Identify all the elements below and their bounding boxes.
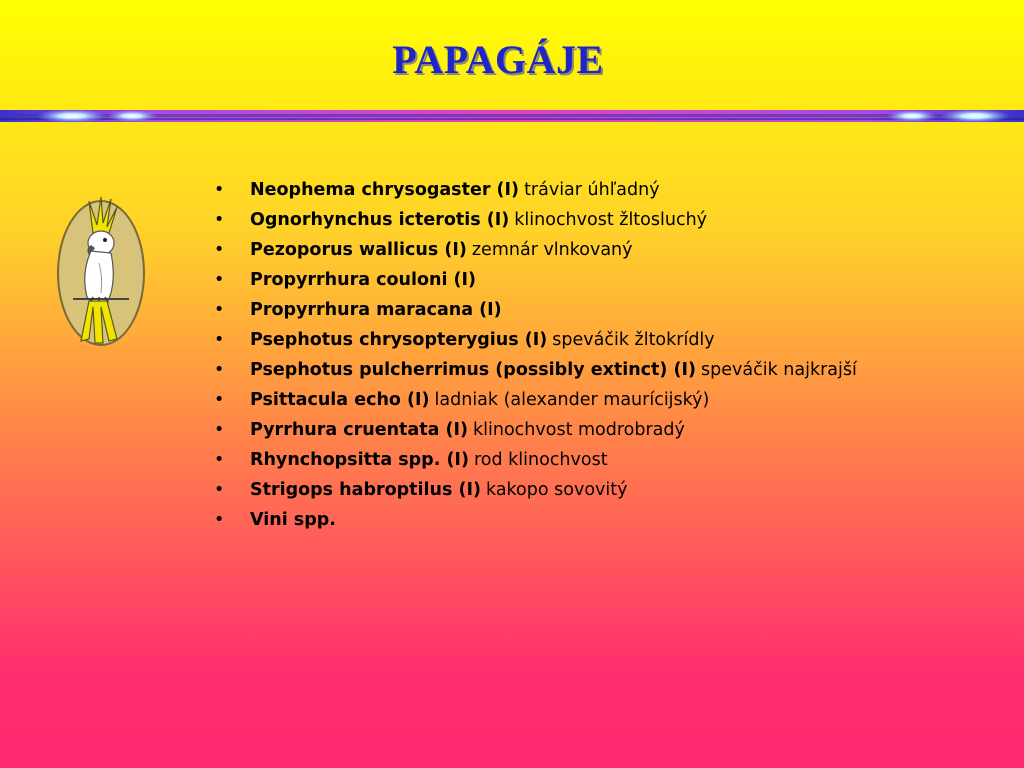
divider-sparkle-left-icon (36, 109, 158, 123)
list-item (210, 475, 857, 505)
latin-name: Ognorhynchus icterotis (I) (250, 210, 510, 230)
list-item (210, 325, 857, 355)
common-name: ladniak (alexander maurícijský) (434, 390, 710, 410)
bullet-icon: • (214, 510, 225, 530)
bullet-icon: • (214, 360, 225, 380)
bullet-icon: • (214, 270, 225, 290)
list-item (210, 505, 857, 535)
latin-name: Strigops habroptilus (I) (250, 480, 481, 500)
list-item (210, 355, 857, 385)
list-item (210, 385, 857, 415)
decorative-divider (0, 106, 1024, 126)
latin-name: Psittacula echo (I) (250, 390, 430, 410)
common-name: klinochvost žltosluchý (514, 210, 708, 230)
latin-name: Neophema chrysogaster (I) (250, 180, 520, 200)
common-name: klinochvost modrobradý (473, 420, 685, 440)
common-name: speváčik najkrajší (701, 360, 857, 380)
cockatoo-icon (55, 193, 151, 349)
cockatoo-illustration (55, 193, 151, 349)
list-item (210, 445, 857, 475)
common-name: rod klinochvost (473, 450, 608, 470)
bullet-icon: • (214, 180, 225, 200)
latin-name: Propyrrhura couloni (I) (250, 270, 477, 290)
bullet-icon: • (214, 390, 225, 410)
common-name: kakopo sovovitý (486, 480, 628, 500)
bullet-icon: • (214, 330, 225, 350)
list-item (210, 235, 857, 265)
list-item (210, 265, 857, 295)
bullet-icon: • (214, 300, 225, 320)
latin-name: Vini spp. (250, 510, 336, 530)
list-item (210, 295, 857, 325)
list-item (210, 205, 857, 235)
common-name: tráviar úhľadný (524, 180, 660, 200)
latin-name: Pezoporus wallicus (I) (250, 240, 467, 260)
species-list (210, 175, 857, 535)
latin-name: Rhynchopsitta spp. (I) (250, 450, 469, 470)
list-item (210, 415, 857, 445)
latin-name: Pyrrhura cruentata (I) (250, 420, 469, 440)
bullet-icon: • (214, 210, 225, 230)
latin-name: Psephotus chrysopterygius (I) (250, 330, 548, 350)
latin-name: Psephotus pulcherrimus (possibly extinct) (I) (250, 360, 697, 380)
bullet-icon: • (214, 240, 225, 260)
bullet-icon: • (214, 420, 225, 440)
common-name: zemnár vlnkovaný (471, 240, 633, 260)
bullet-icon: • (214, 450, 225, 470)
common-name: speváčik žltokrídly (552, 330, 715, 350)
bullet-icon: • (214, 480, 225, 500)
page-title: PAPAGÁJE (392, 37, 604, 82)
list-item (210, 175, 857, 205)
latin-name: Propyrrhura maracana (I) (250, 300, 502, 320)
